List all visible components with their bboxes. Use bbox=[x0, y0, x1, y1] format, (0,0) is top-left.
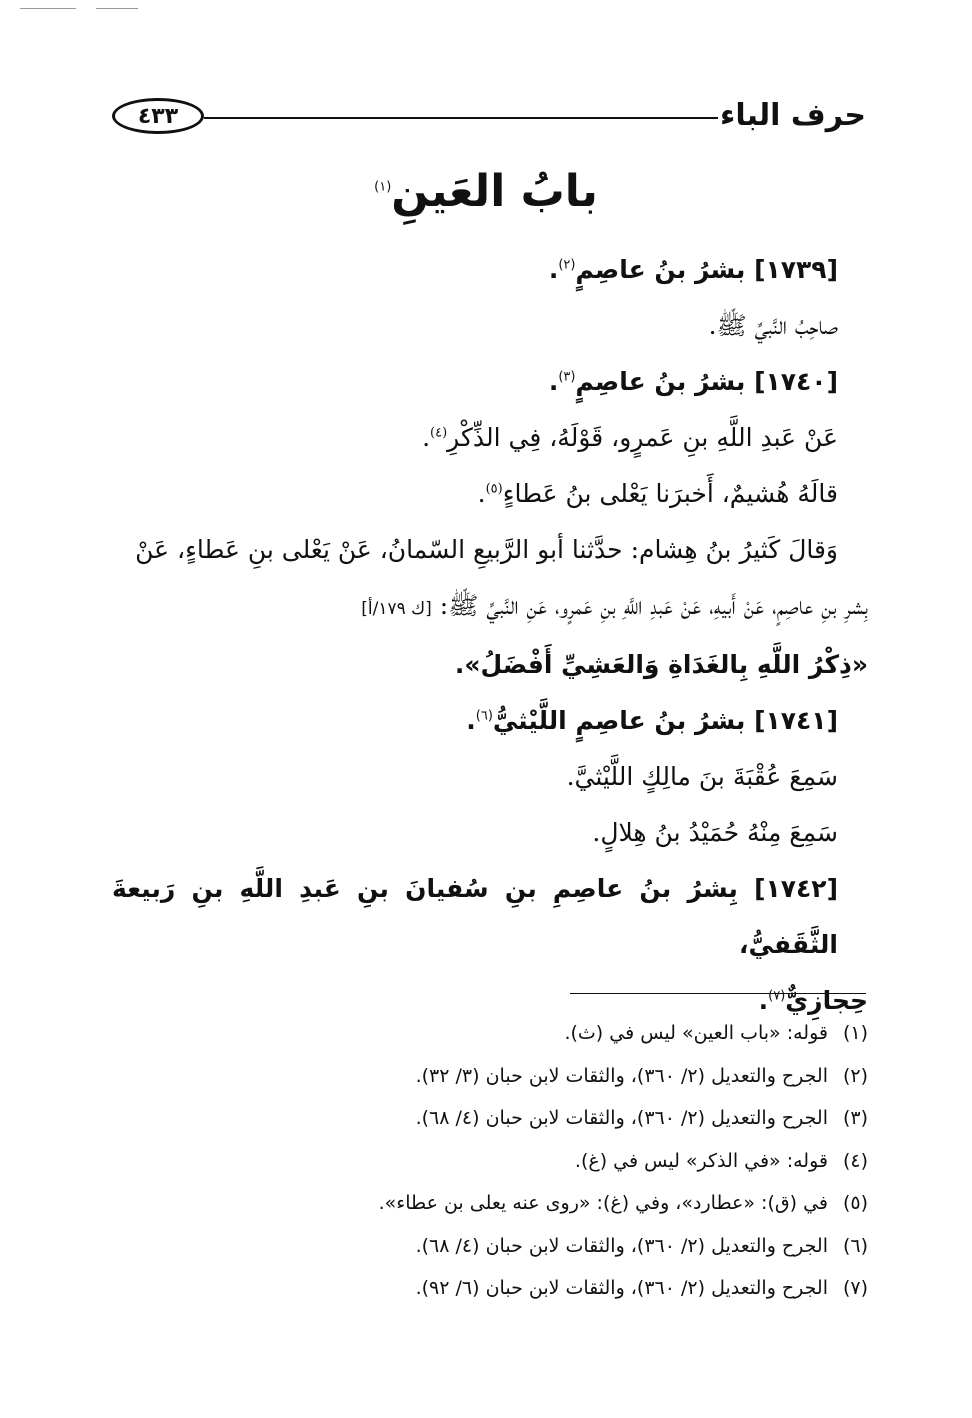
footnote-number: (٢) bbox=[842, 1064, 868, 1087]
running-title: حرف الباء bbox=[720, 98, 866, 133]
page-header bbox=[112, 96, 870, 142]
chapter-title-text: بابُ العَينِ bbox=[391, 166, 598, 217]
footnote-text: قوله: «في الذكر» ليس في (غ). bbox=[574, 1149, 828, 1172]
entry-heading: [١٧٤٠] بشرُ بنُ عاصِمٍ$^{(٣)}$. bbox=[548, 367, 838, 396]
footnote-ref: (٥) bbox=[485, 481, 503, 497]
entry-line: سَمِعَ مِنْهُ حُمَيْدُ بنُ هِلالٍ. bbox=[592, 818, 838, 847]
hadith-text: «ذِكْرُ اللَّهِ بِالغَدَاةِ وَالعَشِيِّ أَفْضَلُ». bbox=[454, 650, 868, 679]
footnote bbox=[160, 1267, 868, 1310]
footnote-text: الجرح والتعديل (٢/ ٣٦٠)، والثقات لابن حبان (٤/ ٦٨). bbox=[415, 1107, 828, 1129]
footnotes bbox=[160, 1012, 868, 1310]
footnote-text: قوله: «باب العين» ليس في (ث). bbox=[564, 1022, 828, 1044]
footnote bbox=[160, 1182, 868, 1225]
footnote-text: الجرح والتعديل (٢/ ٣٦٠)، والثقات لابن حبان (٦/ ٩٢). bbox=[415, 1277, 828, 1299]
entry-number: [١٧٤٠] bbox=[754, 367, 838, 396]
entry-name: بشرُ بنُ عاصِمٍ اللَّيْثيُّ bbox=[492, 706, 746, 735]
footnote-ref: (٦) bbox=[475, 708, 493, 724]
footnote-number: (٥) bbox=[842, 1192, 868, 1214]
entry-number: [١٧٣٩] bbox=[754, 255, 838, 284]
footnote-ref: (٢) bbox=[558, 257, 576, 273]
scan-artifact-line bbox=[96, 8, 138, 9]
entry-number: [١٧٤١] bbox=[754, 706, 838, 735]
entry-name: بِشرُ بنُ عاصِمِ بنِ سُفيانَ بنِ عَبدِ اللَّهِ بنِ رَبيعةَ الثَّقَفيُّ، bbox=[112, 874, 838, 959]
entry-heading: [١٧٣٩] بشرُ بنُ عاصِمٍ$^{(٢)}$. bbox=[548, 255, 838, 284]
entry-heading-cont: حِجازِيٌّ$^{(٧)}$. bbox=[758, 986, 868, 1015]
footnote-text: في (ق): «عطارد»، وفي (غ): «روى عنه يعلى بن عطاء». bbox=[378, 1192, 828, 1214]
entry-name: بشرُ بنُ عاصِمٍ bbox=[575, 367, 746, 396]
narration-line: بِشرِ بنِ عاصِمٍ، عَنْ أَبيهِ، عَنْ عَبدِ اللَّهِ بنِ عَمرٍو، عَنِ النَّبيِّ ﷺ: [ك ١٧٩/أ] bbox=[361, 591, 868, 620]
footnote bbox=[160, 1012, 868, 1055]
entry-heading bbox=[112, 861, 868, 973]
scan-artifact-line bbox=[20, 8, 76, 9]
page-number: ٤٣٣ bbox=[112, 98, 204, 134]
entry-line: سَمِعَ عُقْبَةَ بنَ مالِكٍ اللَّيْثيَّ. bbox=[566, 762, 838, 791]
entry-name: بشرُ بنُ عاصِمٍ bbox=[575, 255, 746, 284]
footnote-text: الجرح والتعديل (٢/ ٣٦٠)، والثقات لابن حبان (٤/ ٦٨). bbox=[415, 1234, 828, 1257]
entry-number: [١٧٤٢] bbox=[754, 874, 838, 903]
footnote-separator bbox=[570, 993, 866, 994]
footnote-number: (٤) bbox=[842, 1149, 868, 1172]
footnote-ref: (٤) bbox=[430, 425, 448, 441]
footnote bbox=[160, 1097, 868, 1140]
footnote-number: (٧) bbox=[842, 1277, 868, 1299]
footnote-ref: (١) bbox=[374, 179, 392, 195]
entry-line: قالَهُ هُشيمٌ، أَخبرَنا يَعْلى بنُ عَطاءٍ$^{(٥)}$. bbox=[477, 479, 838, 508]
chapter-title bbox=[0, 160, 972, 224]
footnote-number: (٣) bbox=[842, 1107, 868, 1129]
page-body bbox=[112, 242, 868, 1029]
footnote-ref: (٣) bbox=[558, 369, 576, 385]
footnote-ref: (٧) bbox=[768, 988, 786, 1004]
narration-line: وَقالَ كَثيرُ بنُ هِشام: حدَّثنا أبو الرَّبيعِ السّمانُ، عَنْ يَعْلى بنِ عَطاءٍ، عَنْ bbox=[135, 535, 838, 564]
footnote-text: الجرح والتعديل (٢/ ٣٦٠)، والثقات لابن حبان (٣/ ٣٢). bbox=[415, 1064, 828, 1087]
footnote bbox=[160, 1140, 868, 1183]
manuscript-ref: [ك ١٧٩/أ] bbox=[361, 599, 432, 619]
footnote bbox=[160, 1225, 868, 1268]
entry-line: عَنْ عَبدِ اللَّهِ بنِ عَمرٍو، قَوْلَهُ، فِي الذِّكْرِ$^{(٤)}$. bbox=[422, 423, 838, 452]
header-rule bbox=[204, 117, 718, 119]
entry-heading: [١٧٤١] بشرُ بنُ عاصِمٍ اللَّيْثيُّ$^{(٦)}$. bbox=[466, 706, 838, 735]
entry-line: صاحِبُ النَّبيِّ ﷺ. bbox=[708, 311, 838, 340]
footnote bbox=[160, 1055, 868, 1098]
footnote-number: (١) bbox=[842, 1022, 868, 1044]
footnote-number: (٦) bbox=[842, 1234, 868, 1257]
